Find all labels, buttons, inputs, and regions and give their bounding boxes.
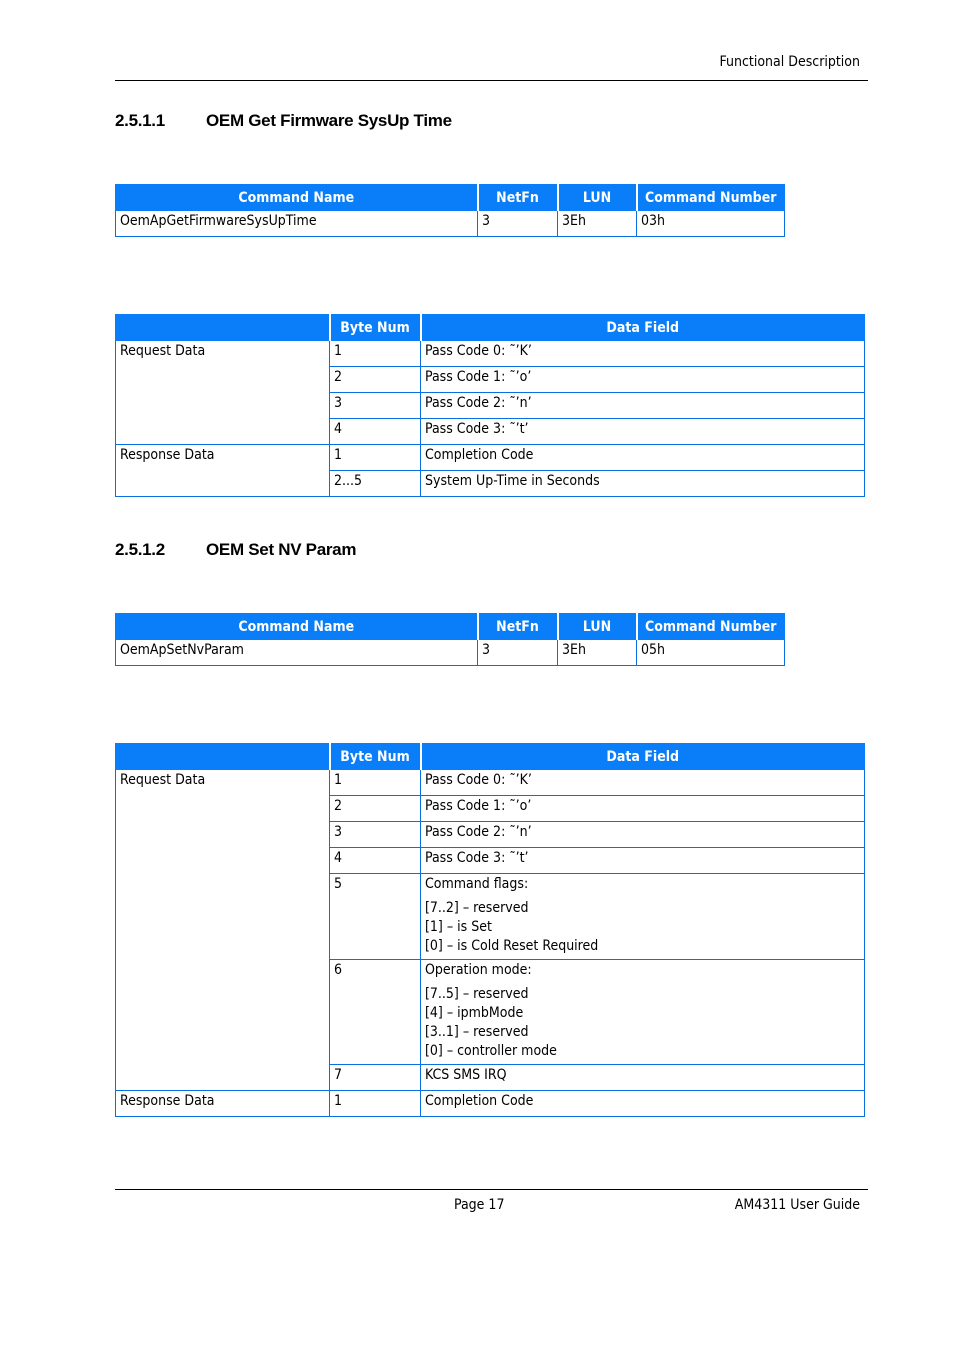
byte-cell: 1 — [330, 341, 421, 367]
request-label-cell: Request Data — [116, 341, 330, 445]
section-number: 2.5.1.1 — [115, 111, 165, 130]
command-number-cell: 03h — [637, 211, 785, 237]
byte-cell: 3 — [330, 393, 421, 419]
response-label-cell: Response Data — [116, 1091, 330, 1117]
field-detail: [3..1] – reserved — [425, 1024, 529, 1040]
table-row — [116, 770, 865, 796]
byte-cell: 1 — [330, 1091, 421, 1117]
header-rule — [115, 80, 868, 81]
command-name-cell: OemApSetNvParam — [116, 640, 478, 666]
field-detail: [0] – is Cold Reset Required — [425, 938, 599, 954]
byte-cell: 1 — [330, 770, 421, 796]
header-cell: Command Number — [637, 614, 785, 640]
field-detail: [4] – ipmbMode — [425, 1005, 524, 1021]
field-detail: [7..5] – reserved — [425, 986, 529, 1002]
lun-cell: 3Eh — [558, 640, 637, 666]
table-header-row — [116, 315, 865, 341]
byte-cell: 2 — [330, 367, 421, 393]
section-heading-2 — [115, 540, 356, 560]
header-cell: Byte Num — [330, 744, 421, 770]
field-cell: Pass Code 3: ˜’t’ — [421, 419, 865, 445]
byte-cell: 3 — [330, 822, 421, 848]
byte-cell: 4 — [330, 848, 421, 874]
field-cell: Pass Code 3: ˜’t’ — [421, 848, 865, 874]
section-heading-1 — [115, 111, 452, 131]
header-cell: Command Number — [637, 185, 785, 211]
running-header: Functional Description — [719, 54, 860, 70]
field-cell: Pass Code 0: ˜’K’ — [421, 341, 865, 367]
command-table-1 — [115, 184, 785, 237]
byte-cell: 2...5 — [330, 471, 421, 497]
table-header-row — [116, 185, 785, 211]
netfn-cell: 3 — [478, 211, 558, 237]
table-row — [116, 341, 865, 367]
table-header-row — [116, 614, 785, 640]
table-header-row — [116, 744, 865, 770]
field-detail: [7..2] – reserved — [425, 900, 529, 916]
field-detail: [1] – is Set — [425, 919, 492, 935]
table-row — [116, 211, 785, 237]
lun-cell: 3Eh — [558, 211, 637, 237]
field-cell: Completion Code — [421, 445, 865, 471]
byte-cell: 4 — [330, 419, 421, 445]
data-table-2 — [115, 743, 865, 1117]
section-title: OEM Set NV Param — [206, 540, 357, 559]
byte-cell: 6 — [330, 960, 421, 1065]
header-cell: NetFn — [478, 614, 558, 640]
response-label-cell: Response Data — [116, 445, 330, 497]
field-cell: Pass Code 2: ˜’n’ — [421, 822, 865, 848]
header-cell: Data Field — [421, 744, 865, 770]
request-label-cell: Request Data — [116, 770, 330, 1091]
data-table-1 — [115, 314, 865, 497]
header-cell: NetFn — [478, 185, 558, 211]
header-cell — [116, 744, 330, 770]
field-title: Operation mode: — [425, 962, 532, 978]
table-row — [116, 1091, 865, 1117]
header-cell — [116, 315, 330, 341]
byte-cell: 2 — [330, 796, 421, 822]
footer-rule — [115, 1189, 868, 1190]
byte-cell: 7 — [330, 1065, 421, 1091]
field-cell: KCS SMS IRQ — [421, 1065, 865, 1091]
field-cell: System Up-Time in Seconds — [421, 471, 865, 497]
page-number: Page 17 — [454, 1197, 505, 1213]
field-cell — [421, 960, 865, 1065]
section-title: OEM Get Firmware SysUp Time — [206, 111, 452, 130]
table-row — [116, 445, 865, 471]
byte-cell: 1 — [330, 445, 421, 471]
command-name-cell: OemApGetFirmwareSysUpTime — [116, 211, 478, 237]
document-title: AM4311 User Guide — [734, 1197, 860, 1213]
command-number-cell: 05h — [637, 640, 785, 666]
field-cell: Completion Code — [421, 1091, 865, 1117]
field-cell: Pass Code 1: ˜’o’ — [421, 367, 865, 393]
field-title: Command flags: — [425, 876, 529, 892]
byte-cell: 5 — [330, 874, 421, 960]
header-cell: Byte Num — [330, 315, 421, 341]
header-cell: LUN — [558, 185, 637, 211]
field-cell: Pass Code 0: ˜’K’ — [421, 770, 865, 796]
field-cell: Pass Code 1: ˜’o’ — [421, 796, 865, 822]
netfn-cell: 3 — [478, 640, 558, 666]
table-row — [116, 640, 785, 666]
command-table-2 — [115, 613, 785, 666]
header-cell: Command Name — [116, 185, 478, 211]
field-detail: [0] – controller mode — [425, 1043, 557, 1059]
field-cell — [421, 874, 865, 960]
header-cell: LUN — [558, 614, 637, 640]
field-cell: Pass Code 2: ˜’n’ — [421, 393, 865, 419]
section-number: 2.5.1.2 — [115, 540, 165, 559]
header-cell: Command Name — [116, 614, 478, 640]
header-cell: Data Field — [421, 315, 865, 341]
